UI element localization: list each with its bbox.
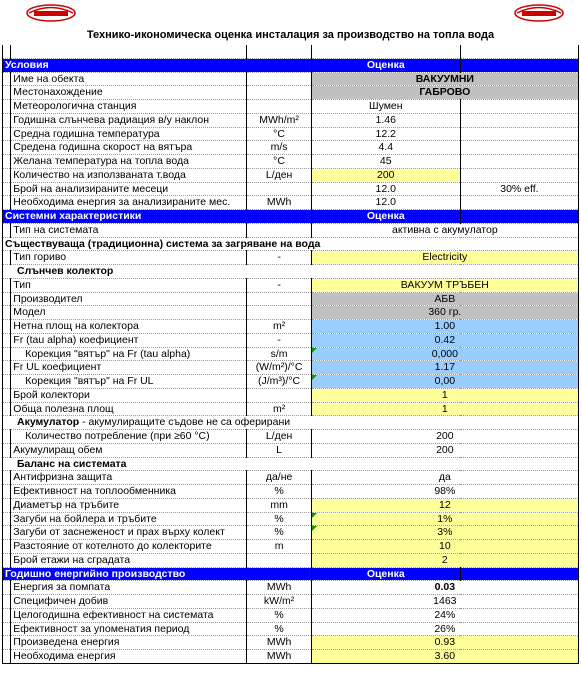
- row-specific: [3, 595, 579, 609]
- table-cell: Модел: [11, 306, 247, 320]
- table-cell: Енергия за помпата: [11, 581, 247, 595]
- table-cell: [3, 168, 11, 182]
- table-cell: Брой етажи на сградата: [11, 553, 247, 567]
- table-cell: [247, 553, 311, 567]
- table-cell: Шумен: [311, 100, 460, 114]
- table-cell: 360 гр.: [311, 306, 578, 320]
- table-cell[interactable]: 1: [311, 388, 578, 402]
- table-cell: %: [247, 526, 311, 540]
- row-radiation: [3, 113, 579, 127]
- table-cell: 0,000: [311, 347, 578, 361]
- table-cell: Условия: [3, 58, 312, 72]
- row-avg-temp: [3, 127, 579, 141]
- table-cell: 0.03: [311, 581, 578, 595]
- table-cell[interactable]: ВАКУУМ ТРЪБЕН: [311, 278, 578, 292]
- table-cell: [3, 512, 11, 526]
- table-cell: Акумулатор - акумулиращите съдове не са оферирани: [3, 416, 579, 430]
- table-cell: (W/m²)/°C: [247, 361, 311, 375]
- table-cell: Оценка: [311, 58, 460, 72]
- row-collector-type: [3, 278, 579, 292]
- table-cell: MWh/m²: [247, 113, 311, 127]
- table-cell: Корекция "вятър" на Fr (tau alpha): [11, 347, 247, 361]
- table-cell: [3, 100, 11, 114]
- table-cell[interactable]: 3%: [311, 526, 578, 540]
- table-cell: [460, 58, 578, 72]
- table-cell: 12.0: [311, 196, 460, 210]
- table-cell: 1.00: [311, 320, 578, 334]
- table-cell: [3, 485, 11, 499]
- row-station: [3, 100, 579, 114]
- table-cell: Местонахождение: [11, 86, 247, 100]
- table-cell: [3, 141, 11, 155]
- table-cell: [460, 100, 578, 114]
- table-cell: Оценка: [311, 567, 460, 581]
- table-cell: Целогодишна ефективност на системата: [11, 608, 247, 622]
- section-system-header: [3, 210, 579, 224]
- row-antifreeze: [3, 471, 579, 485]
- table-cell: [3, 388, 11, 402]
- table-cell: [3, 553, 11, 567]
- row-fr-ta: [3, 333, 579, 347]
- subhead-conventional: [3, 237, 579, 251]
- table-cell: Желана температура на топла вода: [11, 155, 247, 169]
- table-cell: [247, 182, 311, 196]
- row-location: [3, 86, 579, 100]
- table-cell: Тип: [11, 278, 247, 292]
- table-cell: [3, 581, 11, 595]
- table-cell: Количество на използваната т.вода: [11, 168, 247, 182]
- table-cell: [460, 196, 578, 210]
- table-cell: [3, 526, 11, 540]
- table-cell: MWh: [247, 650, 311, 664]
- table-cell: Баланс на системата: [3, 457, 579, 471]
- table-cell: [3, 622, 11, 636]
- table-cell: [3, 278, 11, 292]
- table-cell: [3, 127, 11, 141]
- table-cell: L/ден: [247, 168, 311, 182]
- table-cell: [3, 292, 11, 306]
- row-sys-eff: [3, 608, 579, 622]
- table-cell: Тип гориво: [11, 251, 247, 265]
- table-cell: [460, 155, 578, 169]
- table-cell: [3, 608, 11, 622]
- row-area: [3, 320, 579, 334]
- table-cell: активна с акумулатор: [311, 223, 578, 237]
- table-cell: L/ден: [247, 430, 311, 444]
- table-cell: Производител: [11, 292, 247, 306]
- table-cell: [3, 113, 11, 127]
- row-produced: [3, 636, 579, 650]
- row-wind: [3, 141, 579, 155]
- heliotech-logo-right: [514, 4, 564, 22]
- row-obj-name: [3, 72, 579, 86]
- row-period-eff: [3, 622, 579, 636]
- table-cell: m/s: [247, 141, 311, 155]
- table-cell: 0.93: [311, 636, 578, 650]
- table-cell: [3, 182, 11, 196]
- table-cell: 0.42: [311, 333, 578, 347]
- table-cell: Средна годишна температура: [11, 127, 247, 141]
- table-cell: [247, 72, 311, 86]
- table-cell: MWh: [247, 196, 311, 210]
- table-cell: Име на обекта: [11, 72, 247, 86]
- table-cell: Нетна площ на колектора: [11, 320, 247, 334]
- table-cell: [247, 100, 311, 114]
- table-cell: L: [247, 443, 311, 457]
- table-cell: %: [247, 485, 311, 499]
- table-cell: [3, 86, 11, 100]
- row-distance: [3, 540, 579, 554]
- row-fr-ul-wind: [3, 375, 579, 389]
- table-cell: 98%: [311, 485, 578, 499]
- table-cell: 30% eff.: [460, 182, 578, 196]
- row-energy-need: [3, 196, 579, 210]
- table-cell: Загуби от заснеженост и прах върху колект: [11, 526, 247, 540]
- table-cell[interactable]: 200: [311, 168, 460, 182]
- table-cell: Средена годишна скорост на вятъра: [11, 141, 247, 155]
- table-cell: -: [247, 278, 311, 292]
- table-cell: [3, 320, 11, 334]
- table-cell: [247, 86, 311, 100]
- subhead-balance: [3, 457, 579, 471]
- table-cell[interactable]: 2: [311, 553, 578, 567]
- table-cell: [247, 306, 311, 320]
- table-cell: [247, 388, 311, 402]
- row-needed: [3, 650, 579, 664]
- table-cell: -: [247, 333, 311, 347]
- table-cell: Разстояние от котелното до колекторите: [11, 540, 247, 554]
- table-cell: Специфичен добив: [11, 595, 247, 609]
- table-cell: [3, 333, 11, 347]
- table-cell: 24%: [311, 608, 578, 622]
- table-cell: [460, 141, 578, 155]
- subhead-accumulator: [3, 416, 579, 430]
- table-cell: Fr UL коефициент: [11, 361, 247, 375]
- table-cell: [3, 430, 11, 444]
- evaluation-table: [2, 45, 579, 664]
- row-total-area: [3, 402, 579, 416]
- table-cell: [3, 251, 11, 265]
- row-losses: [3, 512, 579, 526]
- table-cell: [460, 127, 578, 141]
- table-cell: [3, 361, 11, 375]
- subhead-collector: [3, 265, 579, 279]
- table-cell: [3, 595, 11, 609]
- table-cell: [11, 45, 247, 58]
- table-cell[interactable]: 12: [311, 498, 578, 512]
- row-acc-vol: [3, 443, 579, 457]
- table-cell: Ефективност за упоменатия период: [11, 622, 247, 636]
- table-cell: [247, 45, 311, 58]
- table-cell: Слънчев колектор: [3, 265, 579, 279]
- table-cell: Годишна слънчева радиация в/у наклон: [11, 113, 247, 127]
- table-cell: 1.17: [311, 361, 578, 375]
- row-months: [3, 182, 579, 196]
- table-cell: 200: [311, 430, 578, 444]
- table-cell: [3, 443, 11, 457]
- table-cell: [3, 196, 11, 210]
- table-cell: m: [247, 540, 311, 554]
- table-cell: kW/m²: [247, 595, 311, 609]
- row-water-temp: [3, 155, 579, 169]
- table-cell: -: [247, 251, 311, 265]
- table-cell: 26%: [311, 622, 578, 636]
- table-cell: [3, 402, 11, 416]
- table-cell: [3, 155, 11, 169]
- table-cell: 0,00: [311, 375, 578, 389]
- table-cell: [460, 210, 578, 224]
- table-cell: Годишно енергийно производство: [3, 567, 312, 581]
- table-cell: Системни характеристики: [3, 210, 312, 224]
- row-acc-use: [3, 430, 579, 444]
- table-cell: m²: [247, 402, 311, 416]
- row-pipe-d: [3, 498, 579, 512]
- table-cell: Тип на системата: [11, 223, 247, 237]
- table-cell: Ефективност на топлообменника: [11, 485, 247, 499]
- row-fr-ul: [3, 361, 579, 375]
- table-cell: Метеорологична станция: [11, 100, 247, 114]
- table-cell: 1: [311, 402, 578, 416]
- table-cell: MWh: [247, 636, 311, 650]
- table-cell[interactable]: ГАБРОВО: [311, 86, 578, 100]
- table-cell: [460, 45, 578, 58]
- table-cell: [3, 72, 11, 86]
- row-collector-count: [3, 388, 579, 402]
- table-cell: [460, 168, 578, 182]
- table-cell: [3, 471, 11, 485]
- table-cell: %: [247, 608, 311, 622]
- table-cell: Съществуваща (традиционна) система за загряване на вода: [3, 237, 579, 251]
- table-cell: mm: [247, 498, 311, 512]
- table-cell: [3, 540, 11, 554]
- table-cell: Оценка: [311, 210, 460, 224]
- heliotech-logo-left: [26, 4, 76, 22]
- table-cell: [3, 223, 11, 237]
- table-cell[interactable]: Electricity: [311, 251, 578, 265]
- table-cell: Диаметър на тръбите: [11, 498, 247, 512]
- table-cell: [3, 498, 11, 512]
- table-cell: [311, 45, 460, 58]
- table-cell: 1.46: [311, 113, 460, 127]
- table-cell: 45: [311, 155, 460, 169]
- table-cell: Необходима енергия: [11, 650, 247, 664]
- table-cell: Брой на анализираните месеци: [11, 182, 247, 196]
- table-cell: %: [247, 512, 311, 526]
- table-cell: Загуби на бойлера и тръбите: [11, 512, 247, 526]
- document-title: Технико-икономическа оценка инсталация за производство на топла вода: [86, 29, 495, 41]
- table-cell: 12.0: [311, 182, 460, 196]
- table-cell: Обща полезна площ: [11, 402, 247, 416]
- section-conditions-header: [3, 58, 579, 72]
- table-cell: Брой колектори: [11, 388, 247, 402]
- table-cell: [247, 292, 311, 306]
- table-cell: Акумулиращ обем: [11, 443, 247, 457]
- table-cell: [3, 375, 11, 389]
- table-cell: АБВ: [311, 292, 578, 306]
- table-cell[interactable]: ВАКУУМНИ: [311, 72, 578, 86]
- row-hx-eff: [3, 485, 579, 499]
- table-cell[interactable]: 10: [311, 540, 578, 554]
- row-sys-type: [3, 223, 579, 237]
- row-snow: [3, 526, 579, 540]
- table-cell: 12.2: [311, 127, 460, 141]
- table-cell: Корекция "вятър" на Fr UL: [11, 375, 247, 389]
- table-cell: Антифризна защита: [11, 471, 247, 485]
- table-cell: 1463: [311, 595, 578, 609]
- table-cell: [3, 306, 11, 320]
- table-cell: Произведена енергия: [11, 636, 247, 650]
- table-cell: 200: [311, 443, 578, 457]
- table-cell: °C: [247, 127, 311, 141]
- table-cell: [460, 113, 578, 127]
- table-cell: [3, 636, 11, 650]
- table-cell: [247, 223, 311, 237]
- table-cell: Fr (tau alpha) коефициент: [11, 333, 247, 347]
- row-maker: [3, 292, 579, 306]
- row-pump: [3, 581, 579, 595]
- table-cell: %: [247, 622, 311, 636]
- row-floors: [3, 553, 579, 567]
- table-cell: да/не: [247, 471, 311, 485]
- row-fuel: [3, 251, 579, 265]
- table-cell: s/m: [247, 347, 311, 361]
- row-model: [3, 306, 579, 320]
- table-cell: Количество потребление (при ≥60 °C): [11, 430, 247, 444]
- table-cell: (J/m³)/°C: [247, 375, 311, 389]
- table-cell: Необходима енергия за анализираните мес.: [11, 196, 247, 210]
- section-annual-header: [3, 567, 579, 581]
- row-water-qty: [3, 168, 579, 182]
- table-cell: да: [311, 471, 578, 485]
- table-cell: 3.60: [311, 650, 578, 664]
- table-cell: m²: [247, 320, 311, 334]
- row-fr-ta-wind: [3, 347, 579, 361]
- table-cell: [3, 650, 11, 664]
- table-cell: °C: [247, 155, 311, 169]
- table-cell: 4.4: [311, 141, 460, 155]
- table-cell: [460, 567, 578, 581]
- table-cell[interactable]: 1%: [311, 512, 578, 526]
- table-cell: MWh: [247, 581, 311, 595]
- table-cell: [3, 45, 11, 58]
- table-cell: [3, 347, 11, 361]
